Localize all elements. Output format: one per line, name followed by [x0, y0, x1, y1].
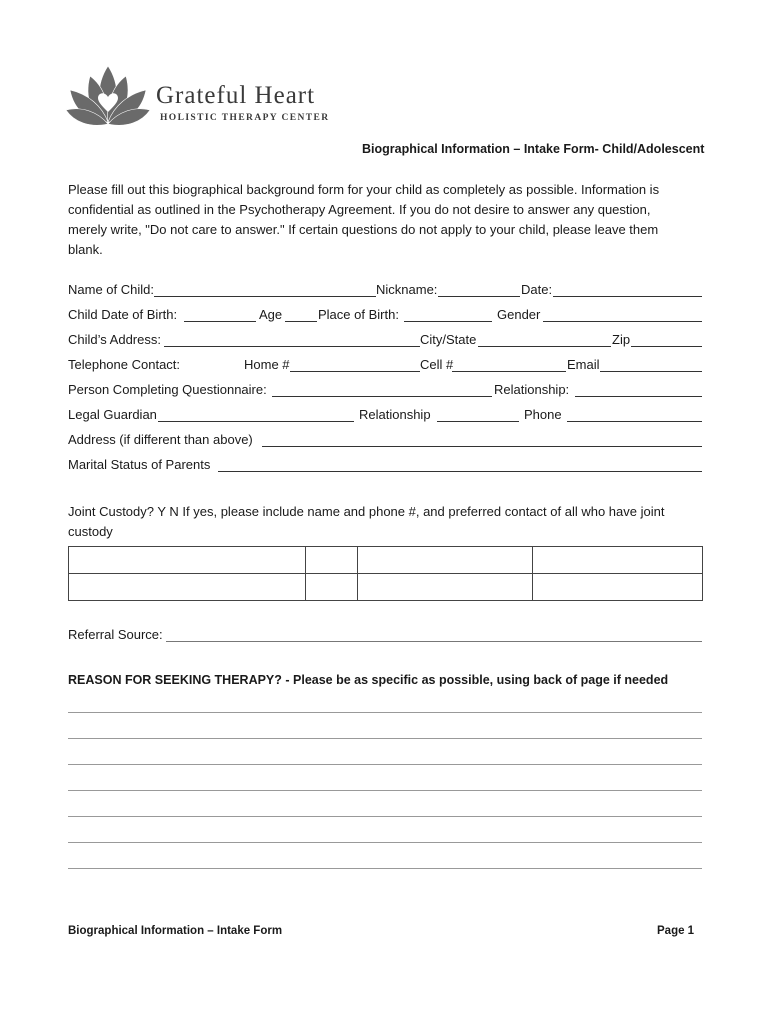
intro-paragraph: Please fill out this biographical background form for your child as completely as possible. Information is confidential as outlined in the Psychotherapy Agreement. If you do not desire to answer any question, merely write, "Do not care to answer." If certain questions do not apply to your child, please leave them blank. — [68, 182, 660, 257]
table-cell[interactable] — [69, 547, 306, 574]
alternate-address-label: Address (if different than above) — [68, 432, 253, 447]
document-title: Biographical Information – Intake Form- Child/Adolescent — [362, 142, 705, 156]
brand-subtitle: HOLISTIC THERAPY CENTER — [160, 113, 330, 123]
reason-line-5[interactable] — [68, 816, 702, 817]
guardian-relationship-label: Relationship — [359, 407, 431, 422]
table-cell[interactable] — [533, 574, 703, 601]
city-state-label: City/State — [420, 332, 477, 347]
reason-line-4[interactable] — [68, 790, 702, 791]
alternate-address-field[interactable] — [262, 446, 702, 447]
page-number: Page 1 — [657, 925, 695, 937]
reason-line-2[interactable] — [68, 738, 702, 739]
joint-custody-question: Joint Custody? Y N If yes, please include name and phone #, and preferred contact of all who have joint custody — [68, 504, 665, 539]
cell-phone-field[interactable] — [452, 371, 566, 372]
legal-guardian-field[interactable] — [158, 421, 354, 422]
child-dob-label: Child Date of Birth: — [68, 307, 178, 322]
relationship-label: Relationship: — [494, 382, 570, 397]
name-of-child-label: Name of Child: — [68, 282, 154, 297]
table-row — [69, 574, 703, 601]
date-label: Date: — [521, 282, 553, 297]
child-dob-field[interactable] — [184, 321, 256, 322]
brand-name: Grateful Heart — [156, 82, 316, 109]
email-label: Email — [567, 357, 600, 372]
age-field[interactable] — [285, 321, 317, 322]
place-of-birth-label: Place of Birth: — [318, 307, 399, 322]
cell-phone-label: Cell # — [420, 357, 454, 372]
table-cell[interactable] — [358, 547, 533, 574]
table-cell[interactable] — [69, 574, 306, 601]
childs-address-field[interactable] — [164, 346, 420, 347]
table-cell[interactable] — [306, 547, 358, 574]
zip-label: Zip — [612, 332, 631, 347]
table-cell[interactable] — [306, 574, 358, 601]
date-field[interactable] — [553, 296, 702, 297]
childs-address-label: Child’s Address: — [68, 332, 161, 347]
nickname-label: Nickname: — [376, 282, 438, 297]
home-phone-label: Home # — [244, 357, 290, 372]
age-label: Age — [259, 307, 283, 322]
referral-source-field[interactable] — [166, 641, 702, 642]
table-cell[interactable] — [533, 547, 703, 574]
person-completing-field[interactable] — [272, 396, 492, 397]
footer-title: Biographical Information – Intake Form — [68, 925, 283, 937]
relationship-field[interactable] — [575, 396, 702, 397]
reason-line-7[interactable] — [68, 868, 702, 869]
name-of-child-field[interactable] — [154, 296, 376, 297]
city-state-field[interactable] — [478, 346, 611, 347]
custody-contacts-table — [68, 546, 703, 601]
reason-line-6[interactable] — [68, 842, 702, 843]
marital-status-label: Marital Status of Parents — [68, 457, 211, 472]
guardian-phone-label: Phone — [524, 407, 562, 422]
referral-source-label: Referral Source: — [68, 627, 163, 642]
gender-label: Gender — [497, 307, 541, 322]
nickname-field[interactable] — [438, 296, 520, 297]
lotus-heart-logo — [66, 62, 150, 130]
table-row — [69, 547, 703, 574]
place-of-birth-field[interactable] — [404, 321, 492, 322]
legal-guardian-label: Legal Guardian — [68, 407, 157, 422]
email-field[interactable] — [600, 371, 702, 372]
telephone-contact-label: Telephone Contact: — [68, 357, 181, 372]
reason-line-1[interactable] — [68, 712, 702, 713]
guardian-phone-field[interactable] — [567, 421, 702, 422]
gender-field[interactable] — [543, 321, 702, 322]
zip-field[interactable] — [631, 346, 702, 347]
guardian-relationship-field[interactable] — [437, 421, 519, 422]
reason-line-3[interactable] — [68, 764, 702, 765]
home-phone-field[interactable] — [290, 371, 420, 372]
reason-for-therapy-heading: REASON FOR SEEKING THERAPY? - Please be as specific as possible, using back of page if needed — [68, 673, 669, 687]
marital-status-field[interactable] — [218, 471, 702, 472]
person-completing-label: Person Completing Questionnaire: — [68, 382, 267, 397]
table-cell[interactable] — [358, 574, 533, 601]
